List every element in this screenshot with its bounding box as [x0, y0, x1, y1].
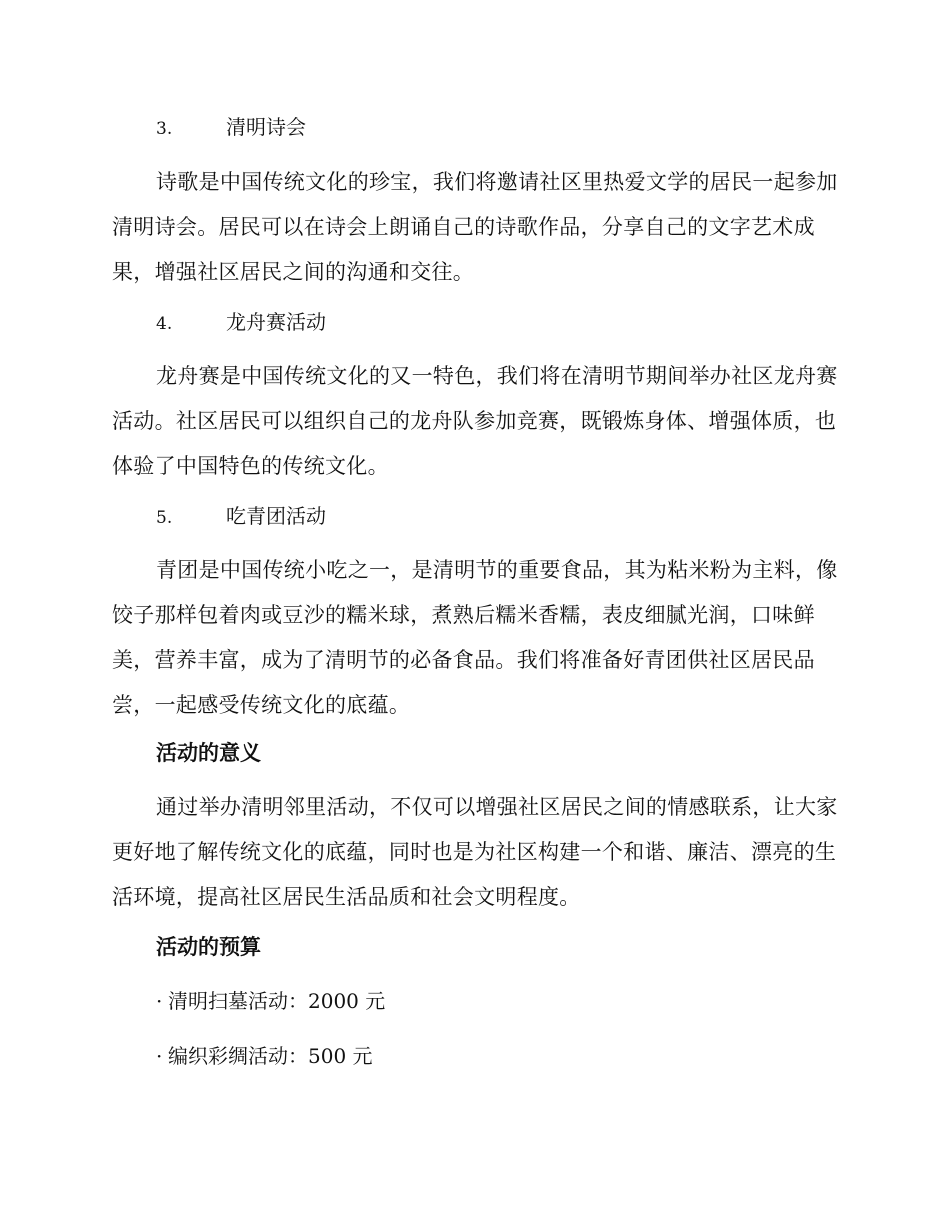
list-item-qingtuan	[156, 502, 326, 532]
paragraph-poetry: 诗歌是中国传统文化的珍宝，我们将邀请社区里热爱文学的居民一起参加清明诗会。居民可以在诗会上朗诵自己的诗歌作品，分享自己的文字艺术成果，增强社区居民之间的沟通和交往。	[112, 170, 838, 284]
list-number: 3.	[156, 119, 173, 139]
list-item-dragon-boat	[156, 308, 326, 338]
list-title: 龙舟赛活动	[226, 310, 326, 334]
bullet-icon: ·	[156, 989, 163, 1013]
budget-item-tomb-sweeping	[156, 987, 385, 1015]
budget-item-silk-weaving	[156, 1042, 373, 1070]
paragraph-significance: 通过举办清明邻里活动，不仅可以增强社区居民之间的情感联系，让大家更好地了解传统文化的底蕴，同时也是为社区构建一个和谐、廉洁、漂亮的生活环境，提高社区居民生活品质和社会文明程度。	[112, 795, 838, 909]
list-title: 清明诗会	[226, 115, 306, 139]
heading-budget: 活动的预算	[156, 934, 261, 959]
list-number: 5.	[156, 508, 173, 528]
heading-significance: 活动的意义	[156, 740, 261, 765]
budget-item-text: 编织彩绸活动：500 元	[168, 1044, 373, 1068]
list-title: 吃青团活动	[226, 504, 326, 528]
list-number: 4.	[156, 314, 173, 334]
budget-item-text: 清明扫墓活动：2000 元	[168, 989, 386, 1013]
paragraph-dragon-boat: 龙舟赛是中国传统文化的又一特色，我们将在清明节期间举办社区龙舟赛活动。社区居民可以组织自己的龙舟队参加竞赛，既锻炼身体、增强体质，也体验了中国特色的传统文化。	[112, 364, 838, 478]
paragraph-qingtuan: 青团是中国传统小吃之一，是清明节的重要食品，其为粘米粉为主料，像饺子那样包着肉或豆沙的糯米球，煮熟后糯米香糯，表皮细腻光润，口味鲜美，营养丰富，成为了清明节的必备食品。我们将准备好青团供社区居民品尝，一起感受传统文化的底蕴。	[112, 558, 838, 717]
bullet-icon: ·	[156, 1044, 163, 1068]
list-item-poetry	[156, 113, 306, 143]
